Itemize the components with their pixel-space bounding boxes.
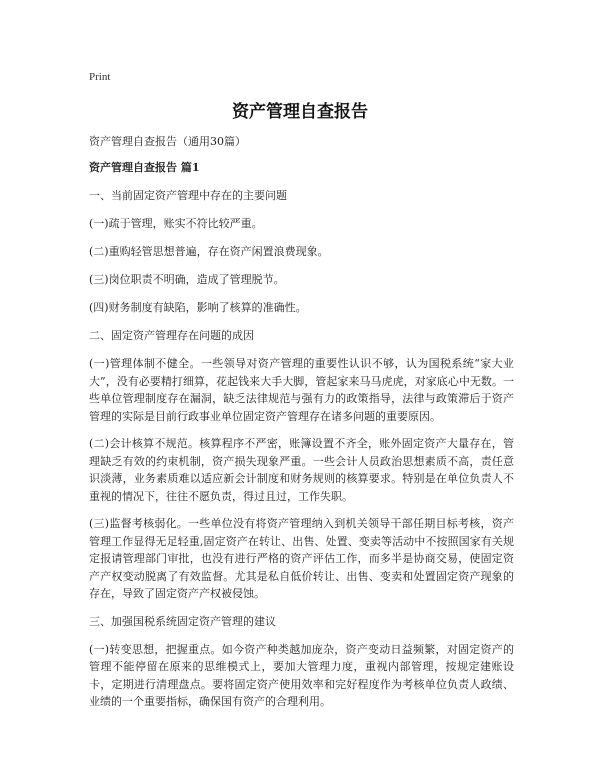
document-body [89, 133, 514, 721]
issue-item: (四)财务制度有缺陷，影响了核算的准确性。 [89, 301, 307, 314]
heading-problems: 一、当前固定资产管理中存在的主要问题 [89, 189, 287, 202]
issue-item: (二)重购轻管思想普遍，存在资产闲置浪费现象。 [89, 245, 329, 258]
cause-paragraph: (二)会计核算不规范。核算程序不严密，账簿设置不齐全，账外固定资产大量存在，管理缺乏有效的约束机制，资产损失现象严重。一些会计人员政治思想素质不高，责任意识淡薄，业务素质难以适应新会计制度和财务规则的核算要求。特别是在单位负责人不重视的情况下，往往不愿负责，得过且过，工作失职。 [89, 437, 514, 503]
cause-paragraph: (三)监督考核弱化。一些单位没有将资产管理纳入到机关领导干部任期目标考核，资产管理工作显得无足轻重,固定资产在转让、出售、处置、变卖等活动中不按照国家有关规定报请管理部门审批，也没有进行严格的资产评估工作，而多半是协商交易，使固定资产产权变动脱离了有效监督。尤其是私自低价转让、出售、变卖和处置固定资产现象的存在，导致了固定资产产权被侵蚀。 [89, 517, 514, 600]
suggestion-paragraph: (一)转变思想，把握重点。如今资产种类越加庞杂，资产变动日益频繁，对固定资产的管理不能停留在原来的思维模式上，要加大管理力度，重视内部管理，按规定建账设卡，定期进行清理盘点。要将固定资产使用效率和完好程度作为考核单位负责人政绩、业绩的一个重要指标，确保国有资产的合理利用。 [89, 642, 514, 708]
section-title: 资产管理自查报告 篇1 [89, 161, 200, 174]
heading-causes: 二、固定资产管理存在问题的成因 [89, 329, 254, 342]
document-title: 资产管理自查报告 [232, 102, 368, 122]
issue-item: (三)岗位职责不明确，造成了管理脱节。 [89, 273, 285, 286]
print-label[interactable]: Print [89, 71, 111, 83]
issue-item: (一)疏于管理，账实不符比较严重。 [89, 217, 263, 230]
document-subtitle: 资产管理自查报告（通用30篇） [89, 135, 246, 148]
cause-paragraph: (一)管理体制不健全。一些领导对资产管理的重要性认识不够，认为国税系统“家大业大”，没有必要精打细算，花起钱来大手大脚，管起家来马马虎虎，对家底心中无数。一些单位管理制度存在漏洞，缺乏法律规范与强有力的政策指导，法律与政策滞后于资产管理的实际是目前行政事业单位固定资产管理存在诸多问题的重要原因。 [89, 357, 514, 423]
heading-suggestions: 三、加强国税系统固定资产管理的建议 [89, 614, 276, 628]
